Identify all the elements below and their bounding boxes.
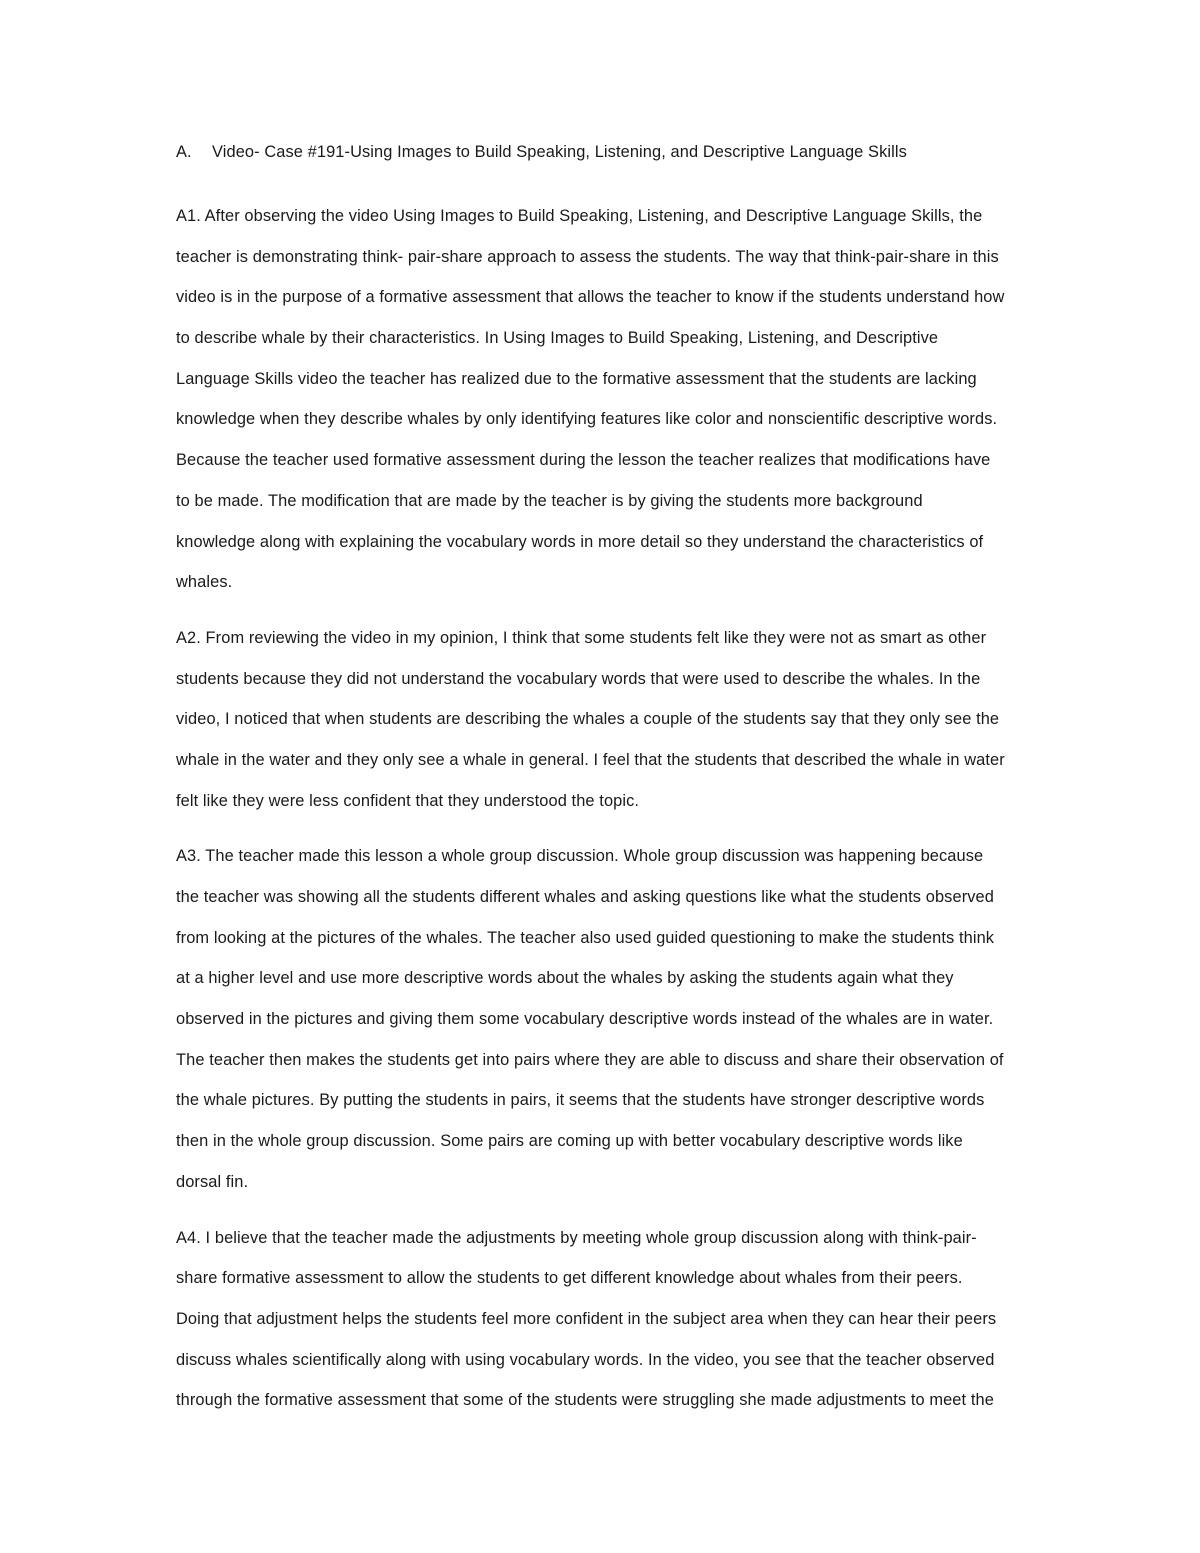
text-line: the teacher was showing all the students different whales and asking questions like what the students observed — [176, 888, 994, 906]
text-line: video is in the purpose of a formative assessment that allows the teacher to know if the students understand how — [176, 288, 1005, 307]
text-line: to describe whale by their characteristics. In Using Images to Build Speaking, Listening, and Descriptive — [176, 329, 939, 348]
text-line: through the formative assessment that some of the students were struggling she made adjustments to meet the — [176, 1391, 994, 1410]
paragraph-a1 — [176, 196, 1076, 603]
text-line: observed in the pictures and giving them some vocabulary descriptive words instead of the whales are in water. — [176, 1010, 994, 1029]
section-heading — [176, 137, 1076, 167]
section-marker: A. — [176, 143, 192, 161]
text-line: teacher is demonstrating think- pair-share approach to assess the students. The way that think-pair-share in this — [176, 247, 999, 266]
text-line: The teacher then makes the students get into pairs where they are able to discuss and share their observation of — [176, 1050, 1004, 1069]
text-line: at a higher level and use more descriptive words about the whales by asking the students again what they — [176, 969, 954, 988]
text-line: dorsal fin. — [176, 1172, 249, 1191]
text-line: Doing that adjustment helps the students feel more confident in the subject area when they can hear their peers — [176, 1309, 997, 1328]
text-line: knowledge when they describe whales by only identifying features like color and nonscientific descriptive words. — [176, 410, 998, 429]
text-line: knowledge along with explaining the vocabulary words in more detail so they understand the characteristics of — [176, 532, 984, 551]
text-line: A1. After observing the video Using Images to Build Speaking, Listening, and Descriptive Language Skills, the — [176, 207, 983, 225]
paragraph-a3 — [176, 836, 1076, 1202]
text-line: discuss whales scientifically along with using vocabulary words. In the video, you see that the teacher observed — [176, 1350, 995, 1369]
text-line: students because they did not understand the vocabulary words that were used to describe the whales. In the — [176, 669, 981, 688]
text-line: to be made. The modification that are made by the teacher is by giving the students more background — [176, 491, 923, 510]
text-line: Language Skills video the teacher has realized due to the formative assessment that the students are lacking — [176, 369, 977, 388]
document-body — [176, 137, 1076, 1436]
text-line: whale in the water and they only see a whale in general. I feel that the students that described the whale in water — [176, 750, 1005, 769]
text-line: A2. From reviewing the video in my opinion, I think that some students felt like they were not as smart as other — [176, 628, 987, 647]
text-line: felt like they were less confident that they understood the topic. — [176, 791, 640, 810]
paragraph-a2 — [176, 618, 1076, 821]
text-line: whales. — [176, 573, 233, 592]
paragraph-a4 — [176, 1218, 1076, 1421]
section-title: Video- Case #191-Using Images to Build Speaking, Listening, and Descriptive Language Skills — [212, 143, 907, 161]
text-line: A3. The teacher made this lesson a whole group discussion. Whole group discussion was happening because — [176, 847, 984, 866]
text-line: A4. I believe that the teacher made the adjustments by meeting whole group discussion along with think-pair- — [176, 1228, 977, 1247]
text-line: share formative assessment to allow the students to get different knowledge about whales from their peers. — [176, 1269, 963, 1288]
text-line: Because the teacher used formative assessment during the lesson the teacher realizes that modifications have — [176, 451, 991, 470]
text-line: video, I noticed that when students are describing the whales a couple of the students say that they only see the — [176, 710, 1000, 729]
text-line: then in the whole group discussion. Some pairs are coming up with better vocabulary descriptive words like — [176, 1132, 963, 1151]
text-line: the whale pictures. By putting the students in pairs, it seems that the students have stronger descriptive words — [176, 1091, 985, 1110]
text-line: from looking at the pictures of the whales. The teacher also used guided questioning to make the students think — [176, 928, 995, 947]
